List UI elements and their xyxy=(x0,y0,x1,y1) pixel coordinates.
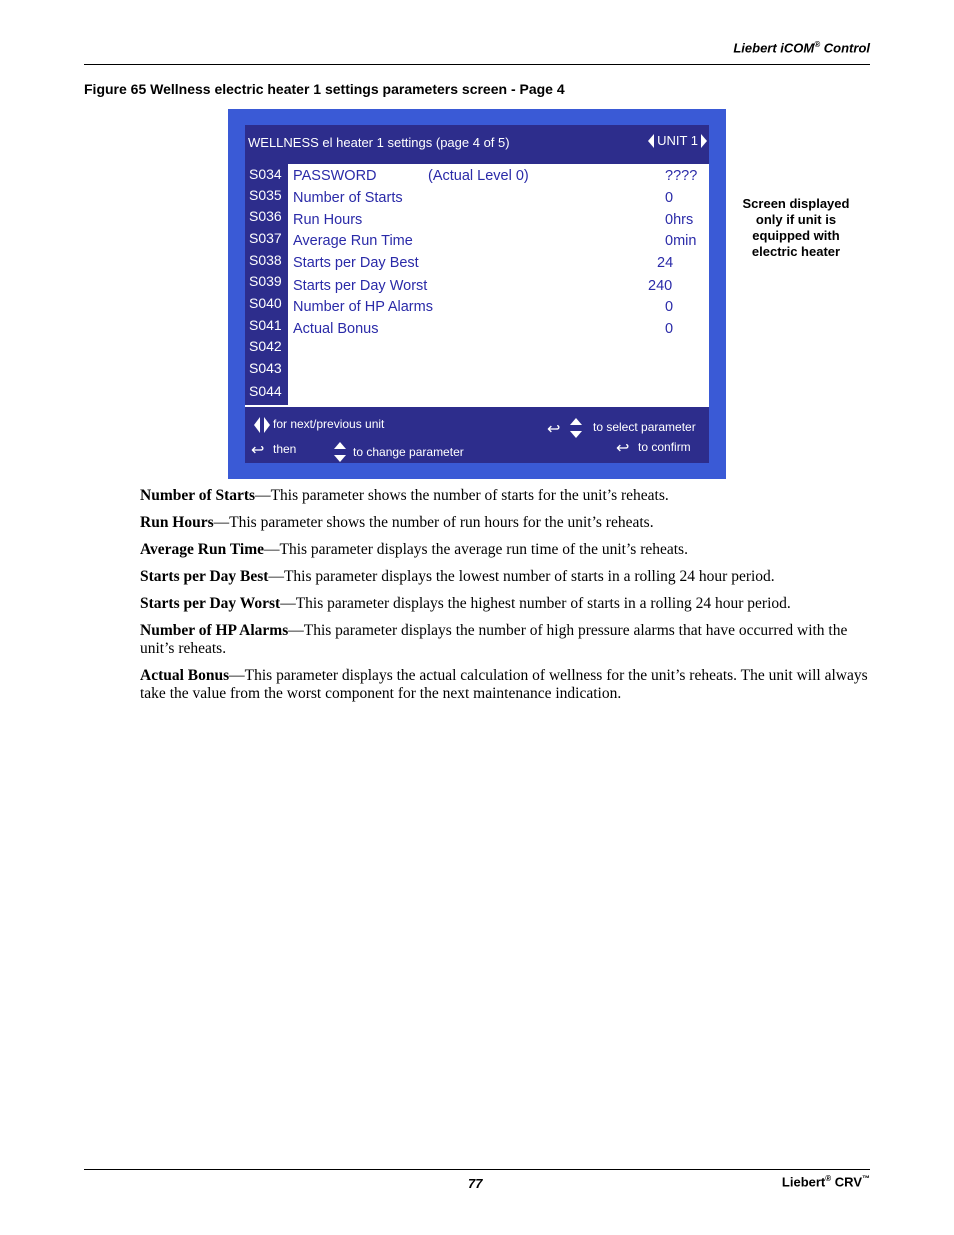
param-extra: (Actual Level 0) xyxy=(428,168,529,184)
unit-label: UNIT 1 xyxy=(657,133,698,148)
hint-select: to select parameter xyxy=(593,420,696,434)
figure-caption: Figure 65 Wellness electric heater 1 settings parameters screen - Page 4 xyxy=(84,81,565,97)
param-label: Starts per Day Best xyxy=(293,255,419,271)
running-header: Liebert iCOM® Control xyxy=(733,40,870,56)
description-paragraph: Run Hours—This parameter shows the number of run hours for the unit’s reheats. xyxy=(140,514,654,531)
param-value: 0hrs xyxy=(665,212,694,228)
parameter-descriptions xyxy=(140,487,870,712)
param-value: ???? xyxy=(665,168,698,184)
hint-then: then xyxy=(273,442,297,456)
param-value: 0min xyxy=(665,233,697,249)
up-down-arrows-icon xyxy=(570,418,582,438)
header-rule xyxy=(84,64,870,65)
description-paragraph: Starts per Day Best—This parameter displays the lowest number of starts in a rolling 24 hour period. xyxy=(140,568,775,585)
enter-key-icon: ↩ xyxy=(547,421,561,438)
screen-figure xyxy=(228,109,726,479)
param-value: 24 xyxy=(657,255,674,271)
param-label: Average Run Time xyxy=(293,233,413,249)
running-footer: Liebert® CRV™ xyxy=(781,1174,870,1190)
description-paragraph: Number of HP Alarms—This parameter displays the number of high pressure alarms that have occurred with the unit’s reheats. xyxy=(140,622,848,657)
param-code: S040 xyxy=(249,295,282,311)
hint-next-prev: for next/previous unit xyxy=(273,417,385,431)
hint-change: to change parameter xyxy=(353,445,464,459)
param-code: S036 xyxy=(249,208,282,224)
param-value: 0 xyxy=(665,299,674,315)
param-code: S043 xyxy=(249,360,282,376)
param-label: Number of HP Alarms xyxy=(293,299,433,315)
param-code: S042 xyxy=(249,338,282,354)
param-code: S035 xyxy=(249,187,282,203)
param-code: S038 xyxy=(249,252,282,268)
parameter-codes xyxy=(245,164,288,402)
unit-selector xyxy=(648,133,707,148)
param-value: 0 xyxy=(665,190,674,206)
description-paragraph: Number of Starts—This parameter shows the number of starts for the unit’s reheats. xyxy=(140,487,669,504)
param-code: S039 xyxy=(249,273,282,289)
enter-key-icon: ↩ xyxy=(616,440,630,457)
param-label: Actual Bonus xyxy=(293,321,379,337)
param-label: Run Hours xyxy=(293,212,363,228)
footer-rule xyxy=(84,1169,870,1170)
param-value: 240 xyxy=(648,278,673,294)
param-label: Number of Starts xyxy=(293,190,403,206)
description-paragraph: Actual Bonus—This parameter displays the actual calculation of wellness for the unit’s reheats. The unit will always take the value from the worst component for the next maintenance indication. xyxy=(140,667,868,702)
figure-side-note: Screen displayed only if unit is equipped with electric heater xyxy=(742,196,850,259)
arrow-right-icon xyxy=(701,134,707,148)
screen-title-bar xyxy=(245,125,709,159)
param-label: Starts per Day Worst xyxy=(293,278,428,294)
screen-title: WELLNESS el heater 1 settings (page 4 of 5) xyxy=(248,135,510,150)
description-paragraph: Starts per Day Worst—This parameter displays the highest number of starts in a rolling 24 hour period. xyxy=(140,595,791,612)
left-right-arrows-icon xyxy=(254,417,270,433)
param-value: 0 xyxy=(665,321,674,337)
param-code: S044 xyxy=(249,383,282,399)
arrow-left-icon xyxy=(648,134,654,148)
up-down-arrows-icon xyxy=(334,442,346,462)
controller-screen xyxy=(245,125,709,463)
parameter-list xyxy=(288,164,709,406)
screen-footer-divider xyxy=(245,405,709,407)
enter-key-icon: ↩ xyxy=(251,442,265,459)
description-paragraph: Average Run Time—This parameter displays the average run time of the unit’s reheats. xyxy=(140,541,688,558)
page-number: 77 xyxy=(468,1176,483,1191)
param-code: S037 xyxy=(249,230,282,246)
param-code: S041 xyxy=(249,317,282,333)
param-code: S034 xyxy=(249,166,282,182)
param-label: PASSWORD xyxy=(293,168,377,184)
hint-confirm: to confirm xyxy=(638,440,691,454)
